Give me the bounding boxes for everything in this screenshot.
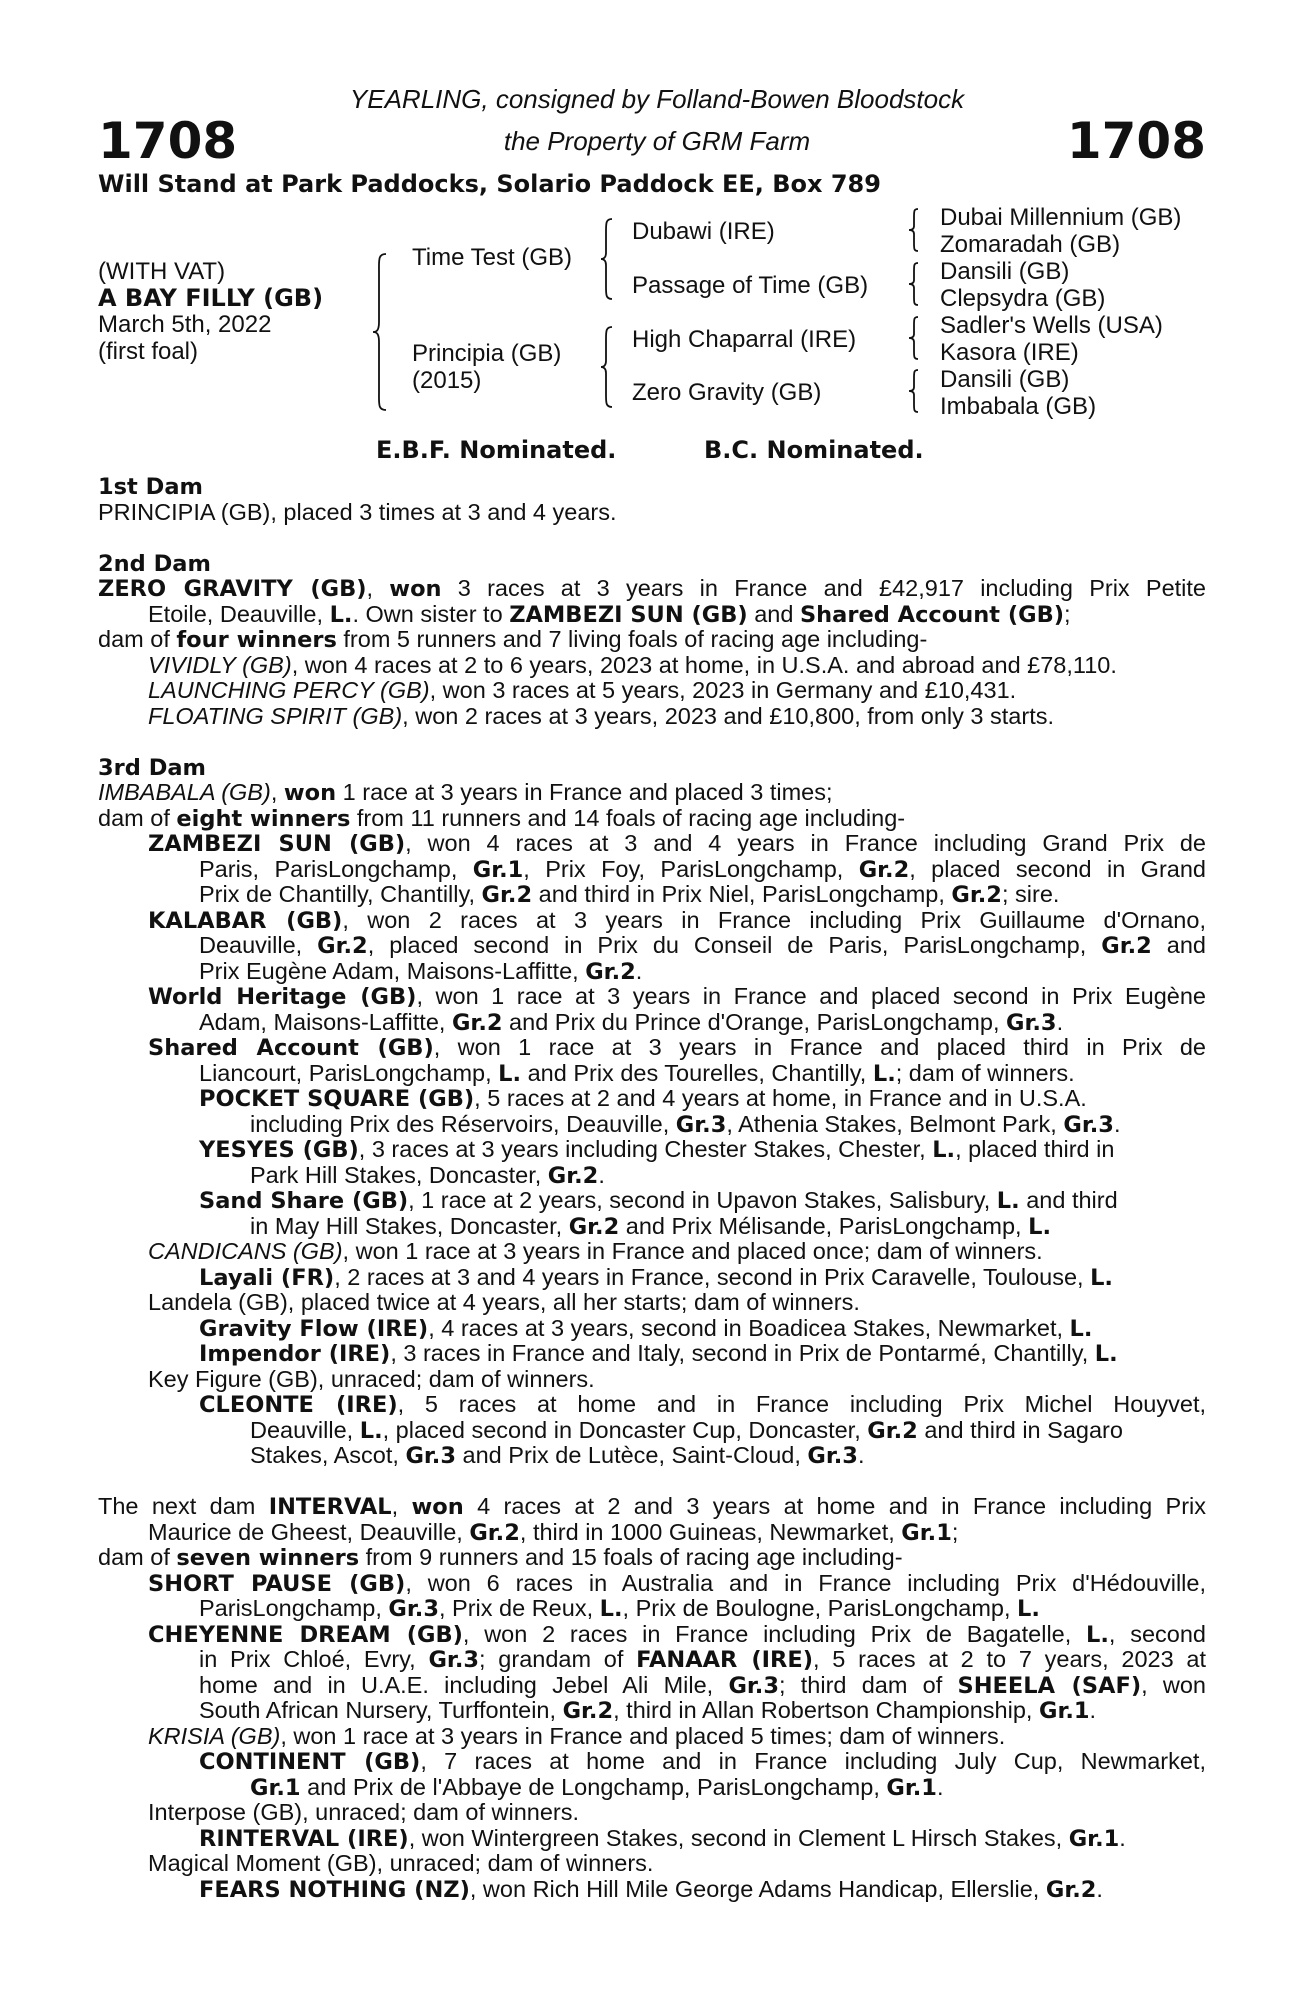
pedigree-dam-year: (2015): [412, 367, 482, 394]
body-text: dam of: [98, 626, 177, 652]
body-text: .: [598, 1161, 605, 1188]
bold-text: Gr.2: [951, 882, 1002, 908]
body-line: [98, 1137, 1206, 1163]
body-line: [98, 602, 1206, 628]
body-line: [98, 1647, 1206, 1673]
bold-text: won: [411, 1494, 464, 1520]
bold-text: L.: [1017, 1596, 1040, 1622]
ebf-nomination: E.B.F. Nominated.: [376, 436, 617, 464]
bold-text: SHEELA (SAF): [957, 1672, 1142, 1699]
body-line: [98, 1749, 1206, 1775]
body-text: dam of: [98, 804, 177, 831]
bold-text: CHEYENNE DREAM (GB): [148, 1621, 463, 1648]
bold-text: L.: [359, 1417, 383, 1444]
bold-text: Gr.3: [388, 1596, 439, 1622]
bold-text: Gr.2: [481, 882, 533, 908]
body-line: [98, 1367, 1206, 1393]
bold-text: eight winners: [176, 805, 351, 832]
bold-text: Shared Account (GB): [799, 601, 1065, 628]
consignor-line: YEARLING, consigned by Folland-Bowen Bloodstock: [349, 84, 965, 114]
body-text: South African Nursery, Turffontein,: [199, 1697, 563, 1723]
body-line: [98, 1724, 1206, 1750]
bold-text: Gr.3: [405, 1443, 456, 1469]
body-text: ,: [366, 575, 390, 601]
body-line: [98, 857, 1206, 883]
body-text: .: [1119, 1824, 1126, 1851]
body-line: [98, 1265, 1206, 1291]
body-text: Prix de Chantilly, Chantilly,: [199, 881, 482, 907]
body-line: [98, 1571, 1206, 1597]
body-line: [98, 1392, 1206, 1418]
body-text: and Prix Mélisande, ParisLongchamp,: [619, 1212, 1029, 1239]
bold-text: L.: [932, 1137, 956, 1163]
bold-text: SHORT PAUSE (GB): [148, 1570, 406, 1597]
body-text: , won 1 race at 3 years in France and placed once; dam of winners.: [342, 1238, 1043, 1264]
body-text: Adam, Maisons-Laffitte,: [199, 1008, 452, 1035]
pedigree-bracket-main: [372, 252, 392, 412]
body-line: [98, 627, 1206, 653]
body-text: .: [635, 957, 643, 984]
body-text: 1 race at 3 years in France and placed 3 times;: [336, 779, 833, 805]
body-text: , won Wintergreen Stakes, second in Clement L Hirsch Stakes,: [408, 1824, 1069, 1851]
bold-text: won: [283, 780, 337, 806]
bold-text: Gr.3: [675, 1111, 727, 1138]
body-text: and: [1151, 932, 1206, 958]
bold-text: Gr.3: [428, 1647, 480, 1673]
bold-text: Layali (FR): [199, 1264, 335, 1291]
body-line: [98, 755, 1206, 781]
body-line: [98, 1163, 1206, 1189]
vat-note: (WITH VAT): [98, 258, 226, 285]
body-text: , 7 races at home and in France including July Cup, Newmarket,: [420, 1748, 1206, 1774]
bold-text: Gr.3: [1063, 1111, 1114, 1138]
bold-text: Gr.2: [469, 1519, 520, 1546]
body-line: [98, 933, 1206, 959]
bold-text: L.: [872, 1060, 896, 1087]
body-line: [98, 1418, 1206, 1444]
body-line: [98, 1826, 1206, 1852]
foal-note: (first foal): [98, 338, 199, 365]
pedigree-bracket-ss: [908, 207, 922, 253]
body-text: in Prix Chloé, Evry,: [199, 1646, 429, 1672]
body-line: [98, 1545, 1206, 1571]
body-text: in May Hill Stakes, Doncaster,: [250, 1212, 569, 1239]
italic-text: IMBABALA (GB): [98, 779, 271, 805]
body-text: .: [857, 1442, 865, 1468]
pedigree-ssd: Zomaradah (GB): [940, 231, 1121, 258]
body-line: [98, 1010, 1206, 1036]
pedigree-bracket-sire: [600, 217, 616, 301]
body-line: [98, 1494, 1206, 1520]
body-line: [98, 831, 1206, 857]
body-line: [98, 1877, 1206, 1903]
pedigree-dam-sire: High Chaparral (IRE): [632, 326, 857, 353]
pedigree-bracket-sd: [908, 261, 922, 307]
body-text: Landela (GB), placed twice at 4 years, all her starts; dam of winners.: [148, 1289, 860, 1315]
body-text: Deauville,: [250, 1416, 360, 1443]
pedigree-dam-dam: Zero Gravity (GB): [632, 379, 822, 406]
pedigree-bracket-dd: [908, 368, 922, 414]
bold-text: 3rd Dam: [98, 754, 206, 781]
body-text: , won 2 races at 3 years, 2023 and £10,800, from only 3 starts.: [402, 702, 1055, 729]
body-line: [98, 1851, 1206, 1877]
body-text: Park Hill Stakes, Doncaster,: [250, 1161, 548, 1188]
body-text: from 11 runners and 14 foals of racing age including-: [350, 804, 906, 831]
body-text: , third in Allan Robertson Championship,: [613, 1697, 1039, 1723]
body-text: and Prix du Prince d'Orange, ParisLongchamp,: [502, 1008, 1007, 1035]
body-line: [98, 1188, 1206, 1214]
italic-text: FLOATING SPIRIT (GB): [148, 702, 403, 729]
body-text: Etoile, Deauville,: [148, 600, 330, 627]
bold-text: L.: [329, 601, 353, 628]
body-line: [98, 500, 1206, 526]
body-line: [98, 1086, 1206, 1112]
bold-text: Gr.3: [807, 1443, 858, 1469]
bold-text: Gr.2: [867, 1417, 918, 1444]
bold-text: YESYES (GB): [199, 1137, 359, 1163]
bold-text: Sand Share (GB): [199, 1188, 409, 1214]
body-text: Deauville,: [199, 932, 318, 958]
italic-text: CANDICANS (GB): [148, 1238, 343, 1264]
bold-text: four winners: [176, 627, 337, 653]
body-text: , won: [1141, 1671, 1206, 1698]
body-text: ;: [1064, 600, 1071, 627]
body-text: , placed second in Prix du Conseil de Paris, ParisLongchamp,: [367, 932, 1102, 958]
bold-text: Gr.2: [562, 1698, 614, 1724]
body-text: Prix Eugène Adam, Maisons-Laffitte,: [199, 957, 586, 984]
pedigree-sss: Dubai Millennium (GB): [940, 204, 1182, 231]
body-text: Paris, ParisLongchamp,: [199, 855, 473, 882]
bold-text: INTERVAL: [268, 1494, 392, 1520]
body-text: , won 2 races in France including Prix de Bagatelle,: [462, 1620, 1087, 1647]
paragraph-gap: [98, 729, 1206, 755]
body-text: dam of: [98, 1544, 177, 1570]
bold-text: L.: [1028, 1213, 1051, 1240]
body-text: 3 races at 3 years in France and £42,917 including Prix Petite: [441, 575, 1207, 601]
bold-text: CLEONTE (IRE): [199, 1392, 398, 1418]
pedigree-dsd: Kasora (IRE): [940, 339, 1079, 366]
body-text: ; grandam of: [479, 1646, 637, 1672]
bold-text: World Heritage (GB): [148, 984, 417, 1010]
body-line: [98, 780, 1206, 806]
paragraph-gap: [98, 1469, 1206, 1495]
body-line: [98, 806, 1206, 832]
body-line: [98, 1061, 1206, 1087]
body-text: and Prix de Lutèce, Saint-Cloud,: [456, 1442, 808, 1468]
bold-text: Shared Account (GB): [148, 1035, 434, 1061]
body-text: .: [1113, 1110, 1121, 1137]
body-text: , Prix Foy, ParisLongchamp,: [523, 855, 859, 882]
bold-text: L.: [1090, 1264, 1113, 1291]
property-line: the Property of GRM Farm: [503, 126, 811, 156]
body-text: , 5 races at home and in France including Prix Michel Houyvet,: [397, 1391, 1206, 1417]
bold-text: POCKET SQUARE (GB): [199, 1086, 475, 1112]
bold-text: L.: [1094, 1341, 1118, 1367]
stand-location: Will Stand at Park Paddocks, Solario Paddock EE, Box 789: [98, 170, 881, 198]
bold-text: Gr.2: [1101, 933, 1152, 959]
body-text: Liancourt, ParisLongchamp,: [199, 1059, 499, 1086]
body-line: [98, 1112, 1206, 1138]
body-line: [98, 1622, 1206, 1648]
body-text: and: [747, 600, 800, 627]
pedigree-dds: Dansili (GB): [940, 366, 1070, 393]
body-text: and Prix de l'Abbaye de Longchamp, ParisLongchamp,: [300, 1773, 887, 1800]
body-text: ; dam of winners.: [895, 1059, 1075, 1086]
bold-text: Gr.2: [1045, 1876, 1097, 1903]
body-line: [98, 704, 1206, 730]
body-text: , second: [1108, 1620, 1206, 1647]
bold-text: Gr.2: [547, 1162, 599, 1189]
bold-text: Gr.2: [585, 958, 636, 985]
bold-text: Gr.2: [451, 1009, 503, 1036]
body-text: ParisLongchamp,: [199, 1595, 389, 1621]
lot-number-left: 1708: [98, 112, 238, 170]
bold-text: L.: [498, 1060, 522, 1087]
body-text: Interpose (GB), unraced; dam of winners.: [148, 1799, 580, 1825]
body-line: [98, 1035, 1206, 1061]
body-text: home and in U.A.E. including Jebel Ali Mile,: [199, 1671, 729, 1698]
pedigree-sire-sire: Dubawi (IRE): [632, 218, 775, 245]
body-text: , won 1 race at 3 years in France and placed second in Prix Eugène: [416, 983, 1206, 1009]
body-text: , won 4 races at 3 and 4 years in France including Grand Prix de: [405, 830, 1206, 856]
bold-text: ZAMBEZI SUN (GB): [509, 601, 748, 628]
body-line: [98, 1698, 1206, 1724]
bold-text: Gr.2: [568, 1213, 620, 1240]
body-line: [98, 678, 1206, 704]
body-text: , third in 1000 Guineas, Newmarket,: [519, 1518, 902, 1545]
body-text: .: [1096, 1875, 1103, 1902]
body-line: [98, 908, 1206, 934]
bold-text: L.: [996, 1188, 1020, 1214]
body-line: [98, 882, 1206, 908]
body-text: , placed third in: [955, 1136, 1115, 1162]
bc-nomination: B.C. Nominated.: [704, 436, 924, 464]
bold-text: Gr.1: [472, 856, 524, 883]
body-text: , 5 races at 2 to 7 years, 2023 at: [813, 1646, 1207, 1672]
bold-text: L.: [1069, 1315, 1093, 1342]
bold-text: KALABAR (GB): [148, 907, 343, 934]
body-text: ; sire.: [1001, 881, 1060, 907]
body-line: [98, 1673, 1206, 1699]
body-text: , 2 races at 3 and 4 years in France, second in Prix Caravelle, Toulouse,: [334, 1263, 1091, 1290]
body-text: , Athenia Stakes, Belmont Park,: [726, 1110, 1064, 1137]
bold-text: 1st Dam: [98, 474, 203, 500]
bold-text: RINTERVAL (IRE): [199, 1825, 409, 1852]
pedigree-bracket-ds: [908, 315, 922, 361]
body-text: .: [1056, 1008, 1064, 1035]
bold-text: L.: [599, 1596, 623, 1622]
bold-text: FANAAR (IRE): [636, 1647, 814, 1673]
horse-name: A BAY FILLY (GB): [98, 284, 324, 312]
bold-text: Gr.1: [901, 1519, 952, 1546]
catalogue-body: [98, 474, 1206, 1902]
pedigree-bracket-dam: [600, 325, 616, 409]
bold-text: Gr.3: [728, 1672, 779, 1699]
body-text: , placed second in Grand: [909, 855, 1206, 882]
bold-text: Gravity Flow (IRE): [199, 1315, 429, 1342]
pedigree-ddd: Imbabala (GB): [940, 393, 1097, 420]
body-text: , 3 races at 3 years including Chester Stakes, Chester,: [358, 1136, 933, 1162]
body-text: , won 6 races in Australia and in France including Prix d'Hédouville,: [405, 1569, 1207, 1596]
bold-text: CONTINENT (GB): [199, 1749, 421, 1775]
body-text: PRINCIPIA (GB), placed 3 times at 3 and 4 years.: [98, 498, 617, 525]
body-text: Stakes, Ascot,: [250, 1442, 406, 1468]
body-text: and third in Sagaro: [917, 1416, 1123, 1443]
bold-text: Gr.1: [1038, 1698, 1090, 1724]
body-line: [98, 474, 1206, 500]
paragraph-gap: [98, 525, 1206, 551]
body-text: The next dam: [98, 1493, 269, 1519]
body-text: including Prix des Réservoirs, Deauville,: [250, 1110, 676, 1137]
bold-text: Impendor (IRE): [199, 1341, 391, 1367]
body-line: [98, 1800, 1206, 1826]
body-text: , Prix de Reux,: [438, 1595, 600, 1621]
body-text: . Own sister to: [352, 600, 510, 627]
body-text: , 4 races at 3 years, second in Boadicea Stakes, Newmarket,: [428, 1314, 1070, 1341]
bold-text: ZAMBEZI SUN (GB): [148, 831, 406, 857]
italic-text: KRISIA (GB): [148, 1722, 281, 1749]
body-text: ; third dam of: [779, 1671, 958, 1698]
body-text: , won 4 races at 2 to 6 years, 2023 at home, in U.S.A. and abroad and £78,110.: [291, 651, 1117, 678]
body-line: [98, 1443, 1206, 1469]
body-line: [98, 1290, 1206, 1316]
body-text: 4 races at 2 and 3 years at home and in France including Prix: [463, 1493, 1207, 1519]
bold-text: Gr.3: [1006, 1009, 1057, 1036]
body-text: , Prix de Boulogne, ParisLongchamp,: [622, 1595, 1018, 1621]
bold-text: L.: [1086, 1621, 1109, 1648]
pedigree-dss: Sadler's Wells (USA): [940, 312, 1163, 339]
body-text: ,: [391, 1493, 412, 1519]
body-line: [98, 576, 1206, 602]
body-text: , won 2 races at 3 years in France including Prix Guillaume d'Ornano,: [342, 906, 1206, 933]
bold-text: Gr.1: [886, 1774, 937, 1801]
body-line: [98, 1214, 1206, 1240]
bold-text: won: [389, 576, 442, 602]
body-text: , won 3 races at 5 years, 2023 in Germany and £10,431.: [429, 677, 1017, 703]
body-text: , won 1 race at 3 years in France and placed 5 times; dam of winners.: [280, 1722, 1006, 1749]
pedigree-dam: Principia (GB): [412, 340, 562, 367]
lot-number-right: 1708: [1066, 112, 1206, 170]
bold-text: Gr.2: [858, 856, 910, 883]
body-text: ;: [951, 1518, 959, 1545]
body-line: [98, 1316, 1206, 1342]
body-text: , won 1 race at 3 years in France and placed third in Prix de: [433, 1034, 1207, 1060]
body-line: [98, 1341, 1206, 1367]
pedigree-sdd: Clepsydra (GB): [940, 285, 1106, 312]
body-line: [98, 653, 1206, 679]
bold-text: FEARS NOTHING (NZ): [199, 1876, 470, 1903]
body-text: .: [1089, 1697, 1097, 1723]
body-line: [98, 959, 1206, 985]
body-text: Maurice de Gheest, Deauville,: [148, 1518, 470, 1545]
bold-text: seven winners: [176, 1545, 360, 1571]
body-line: [98, 551, 1206, 577]
body-text: Magical Moment (GB), unraced; dam of winners.: [148, 1850, 654, 1876]
body-text: , placed second in Doncaster Cup, Doncaster,: [382, 1416, 868, 1443]
body-text: and third: [1019, 1187, 1118, 1213]
body-text: , 3 races in France and Italy, second in Prix de Pontarmé, Chantilly,: [390, 1340, 1095, 1366]
body-line: [98, 1520, 1206, 1546]
bold-text: Gr.1: [250, 1774, 301, 1801]
bold-text: Gr.2: [317, 933, 368, 959]
body-text: , 5 races at 2 and 4 years at home, in France and in U.S.A.: [474, 1085, 1087, 1111]
body-text: , 1 race at 2 years, second in Upavon Stakes, Salisbury,: [408, 1187, 997, 1213]
pedigree-sire: Time Test (GB): [412, 244, 573, 271]
italic-text: VIVIDLY (GB): [148, 651, 292, 678]
body-line: [98, 1775, 1206, 1801]
bold-text: Gr.1: [1068, 1825, 1120, 1852]
body-text: from 5 runners and 7 living foals of racing age including-: [336, 626, 928, 652]
italic-text: LAUNCHING PERCY (GB): [148, 677, 430, 703]
body-text: and third in Prix Niel, ParisLongchamp,: [532, 881, 952, 907]
body-text: from 9 runners and 15 foals of racing age including-: [359, 1544, 903, 1570]
bold-text: ZERO GRAVITY (GB): [98, 576, 367, 602]
body-line: [98, 1596, 1206, 1622]
body-text: ,: [270, 779, 284, 805]
body-text: .: [936, 1773, 944, 1800]
body-text: , won Rich Hill Mile George Adams Handicap, Ellerslie,: [469, 1875, 1046, 1902]
body-line: [98, 984, 1206, 1010]
pedigree-sds: Dansili (GB): [940, 258, 1070, 285]
body-text: Key Figure (GB), unraced; dam of winners.: [148, 1365, 595, 1392]
body-text: and Prix des Tourelles, Chantilly,: [521, 1059, 873, 1086]
body-line: [98, 1239, 1206, 1265]
pedigree-sire-dam: Passage of Time (GB): [632, 272, 869, 299]
foaling-date: March 5th, 2022: [98, 311, 272, 338]
bold-text: 2nd Dam: [98, 550, 211, 577]
